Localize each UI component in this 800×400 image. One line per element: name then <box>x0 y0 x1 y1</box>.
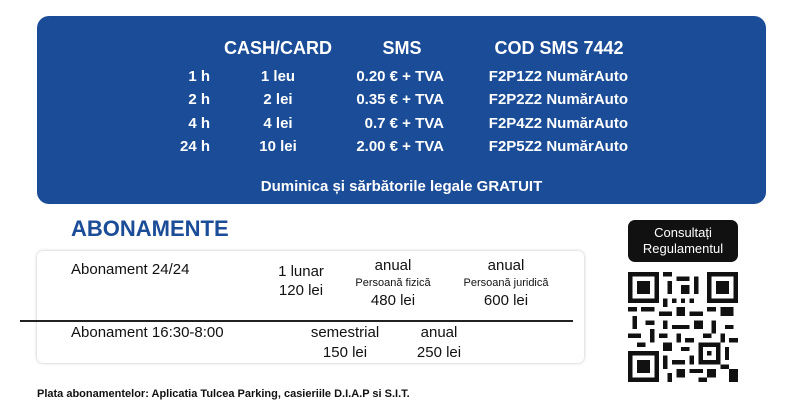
row-2h-duration: 2 h <box>188 91 210 108</box>
plan2-annual-price: 250 lei <box>416 344 462 361</box>
plan1-annual-pf-type: Persoană fizică <box>355 277 431 289</box>
plan1-monthly-price: 120 lei <box>278 282 324 299</box>
plan2-semestrial: semestrial <box>310 324 380 341</box>
row-2h-code: F2P2Z2 NumărAuto <box>488 91 628 108</box>
row-1h-duration: 1 h <box>188 68 210 85</box>
row-1h-cash: 1 leu <box>260 68 296 85</box>
plan2-annual: anual <box>420 324 458 341</box>
plan2-semestrial-price: 150 lei <box>322 344 368 361</box>
row-24h-duration: 24 h <box>179 138 210 155</box>
header-sms: SMS <box>382 38 422 58</box>
header-cash-card: CASH/CARD <box>224 38 332 58</box>
payment-footer-note: Plata abonamentelor: Aplicatia Tulcea Parking, casieriile D.I.A.P si S.I.T. <box>37 388 410 400</box>
row-4h-sms: 0.7 € + TVA <box>364 115 444 132</box>
row-24h-sms: 2.00 € + TVA <box>356 138 444 155</box>
row-4h-code: F2P4Z2 NumărAuto <box>488 115 628 132</box>
plan1-monthly: 1 lunar <box>278 263 324 280</box>
plan1-annual-pf: anual <box>374 257 412 274</box>
subscriptions-title: ABONAMENTE <box>71 216 229 241</box>
regulations-line2: Regulamentul <box>642 241 724 256</box>
row-24h-code: F2P5Z2 NumărAuto <box>488 138 628 155</box>
plan1-annual-pj-type: Persoană juridică <box>463 277 549 289</box>
row-2h-sms: 0.35 € + TVA <box>356 91 444 108</box>
row-1h-sms: 0.20 € + TVA <box>356 68 444 85</box>
plan2-label: Abonament 16:30-8:00 <box>71 324 224 341</box>
plan1-annual-pj-price: 600 lei <box>483 292 529 309</box>
row-2h-cash: 2 lei <box>263 91 293 108</box>
subscriptions-divider <box>20 320 573 322</box>
consult-regulations-button[interactable] <box>628 220 738 262</box>
row-1h-code: F2P1Z2 NumărAuto <box>488 68 628 85</box>
free-days-note: Duminica și sărbătorile legale GRATUIT <box>260 178 543 195</box>
plan1-annual-pj: anual <box>487 257 525 274</box>
tariff-panel <box>37 16 766 204</box>
qr-code-icon[interactable] <box>628 272 738 382</box>
row-4h-duration: 4 h <box>188 115 210 132</box>
row-4h-cash: 4 lei <box>263 115 293 132</box>
row-24h-cash: 10 lei <box>259 138 297 155</box>
header-sms-code: COD SMS 7442 <box>494 38 624 58</box>
plan1-label: Abonament 24/24 <box>71 261 190 278</box>
regulations-line1: Consultați <box>654 225 712 240</box>
plan1-annual-pf-price: 480 lei <box>370 292 416 309</box>
